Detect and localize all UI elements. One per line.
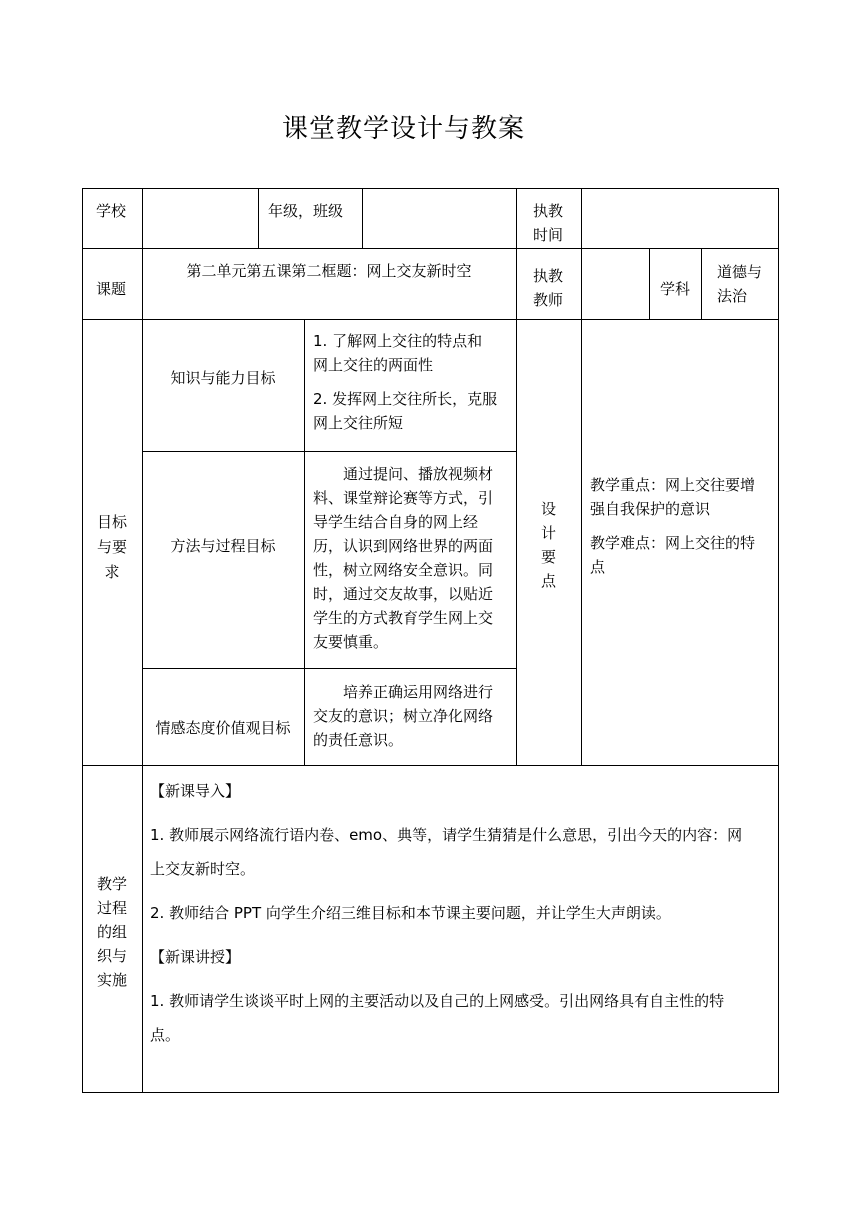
intro-step-1: 1. 教师展示网络流行语内卷、emo、典等，请学生猜猜是什么意思，引出今天的内容：网 (150, 826, 743, 844)
method-goal-content: 通过提问、播放视频材 料、课堂辩论赛等方式，引 导学生结合自身的网上经 历，认识到网络世界的两面 性，树立网络安全意识。同 时，通过交友故事，以贴近 学生的方式教育学生网上交 友要慎重。 (313, 465, 494, 651)
row-divider (82, 319, 779, 320)
emotion-goal-label: 情感态度价值观目标 (155, 719, 291, 737)
lecture-step-1: 1. 教师请学生谈谈平时上网的主要活动以及自己的上网感受。引出网络具有自主性的特 (150, 992, 725, 1010)
process-content (150, 778, 770, 1048)
emotion-goal-content: 培养正确运用网络进行 交友的意识；树立净化网络 的责任意识。 (313, 683, 494, 749)
lecture-heading: 【新课讲授】 (150, 948, 241, 966)
table-border-right (778, 188, 779, 1093)
row-divider (142, 668, 516, 669)
lecture-step-1-cont: 点。 (150, 1026, 181, 1044)
col-divider (649, 248, 650, 320)
goals-section-label: 目标 与要 求 (96, 513, 127, 581)
row-divider (82, 248, 779, 249)
teach-time-label: 执教 时间 (533, 202, 564, 244)
table-border-bottom (82, 1092, 779, 1093)
col-divider (142, 188, 143, 1093)
grade-class-label: 年级，班级 (268, 202, 344, 220)
col-divider (304, 319, 305, 766)
design-points-label: 设 计 要 点 (540, 500, 556, 590)
design-points-content: 教学重点：网上交往要增 强自我保护的意识 教学难点：网上交往的特 点 (590, 476, 756, 576)
col-divider (362, 188, 363, 248)
school-label: 学校 (96, 202, 127, 220)
col-divider (581, 188, 582, 766)
method-goal-label: 方法与过程目标 (170, 537, 276, 555)
row-divider (142, 451, 516, 452)
subject-label: 学科 (660, 280, 691, 298)
topic-value: 第二单元第五课第二框题：网上交友新时空 (186, 262, 472, 280)
intro-step-2: 2. 教师结合 PPT 向学生介绍三维目标和本节课主要问题，并让学生大声朗读。 (150, 904, 671, 922)
intro-step-1-cont: 上交友新时空。 (150, 860, 256, 878)
col-divider (516, 188, 517, 766)
teacher-label: 执教 教师 (533, 267, 564, 309)
col-divider (701, 248, 702, 320)
topic-label: 课题 (96, 280, 127, 298)
table-border-top (82, 188, 779, 189)
knowledge-goal-label: 知识与能力目标 (170, 369, 276, 387)
page-title: 课堂教学设计与教案 (282, 114, 526, 144)
subject-value: 道德与 法治 (717, 263, 763, 305)
row-divider (82, 765, 779, 766)
knowledge-goal-content: 1. 了解网上交往的特点和 网上交往的两面性 2. 发挥网上交往所长，克服 网上交往所短 (313, 332, 498, 432)
intro-heading: 【新课导入】 (150, 782, 241, 800)
col-divider (258, 188, 259, 248)
process-section-label: 教学 过程 的组 织与 实施 (96, 875, 127, 989)
